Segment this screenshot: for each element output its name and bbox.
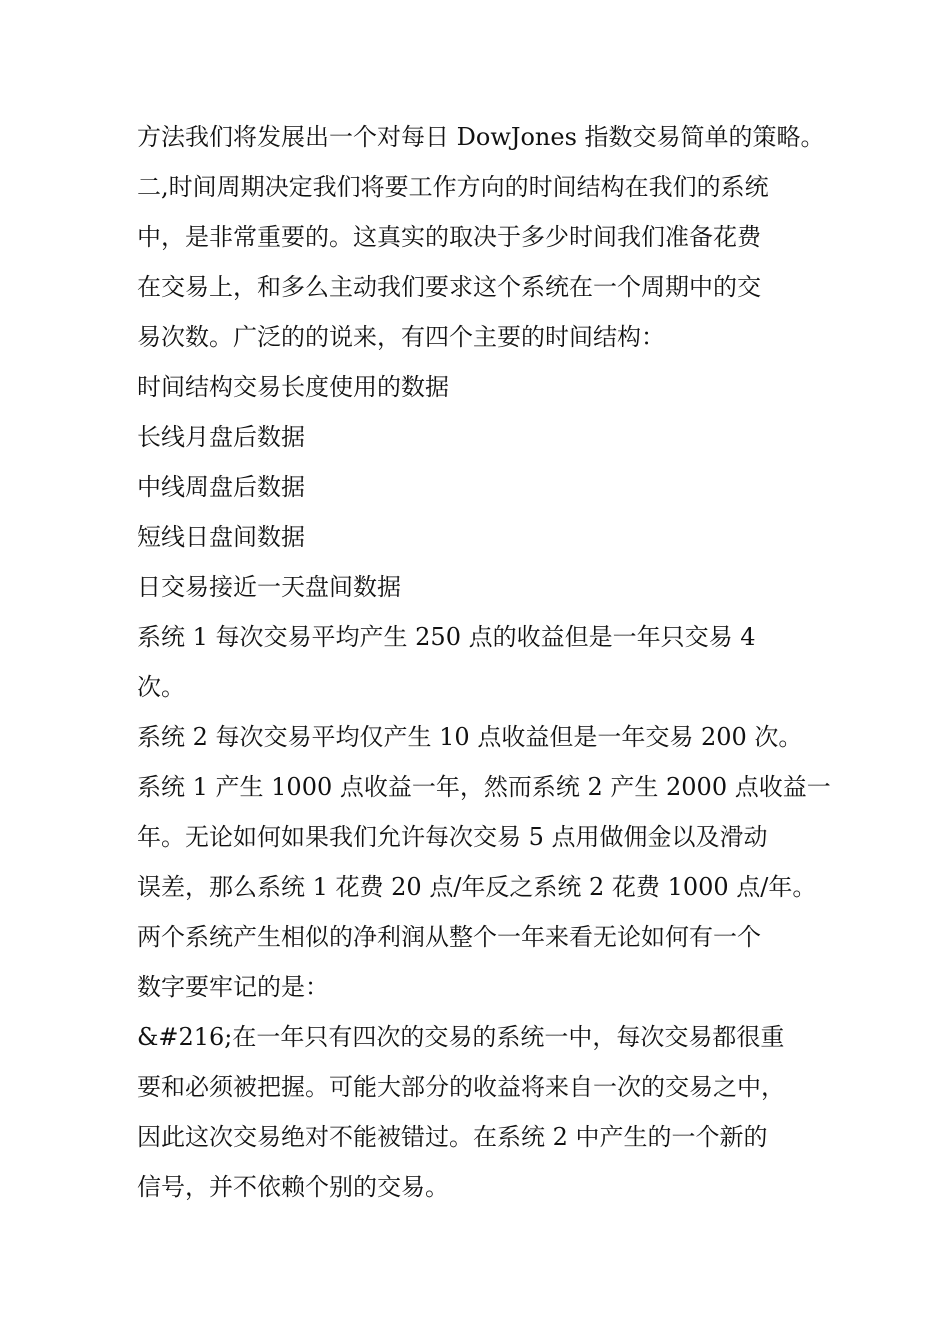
- text-line: 短线日盘间数据: [137, 523, 305, 551]
- text-line: 因此这次交易绝对不能被错过。在系统 2 中产生的一个新的: [137, 1123, 768, 1151]
- text-line: 方法我们将发展出一个对每日 DowJones 指数交易简单的策略。: [137, 123, 825, 151]
- text-line: 系统 1 每次交易平均产生 250 点的收益但是一年只交易 4: [137, 623, 756, 651]
- text-line: 易次数。广泛的的说来，有四个主要的时间结构：: [137, 323, 665, 351]
- document-body: [137, 112, 837, 1212]
- text-line: 时间结构交易长度使用的数据: [137, 373, 449, 401]
- text-line: 年。无论如何如果我们允许每次交易 5 点用做佣金以及滑动: [137, 823, 768, 851]
- text-line: 次。: [137, 673, 185, 701]
- text-line: 要和必须被把握。可能大部分的收益将来自一次的交易之中，: [137, 1073, 785, 1101]
- text-line: 系统 2 每次交易平均仅产生 10 点收益但是一年交易 200 次。: [137, 723, 803, 751]
- text-line: 二,时间周期决定我们将要工作方向的时间结构在我们的系统: [137, 173, 769, 201]
- text-line: 两个系统产生相似的净利润从整个一年来看无论如何有一个: [137, 923, 761, 951]
- text-line: 日交易接近一天盘间数据: [137, 573, 401, 601]
- text-line: 数字要牢记的是：: [137, 973, 329, 1001]
- text-line: 长线月盘后数据: [137, 423, 305, 451]
- text-line: 误差，那么系统 1 花费 20 点/年反之系统 2 花费 1000 点/年。: [137, 873, 817, 901]
- text-line: &#216;在一年只有四次的交易的系统一中，每次交易都很重: [137, 1023, 785, 1051]
- text-line: 中，是非常重要的。这真实的取决于多少时间我们准备花费: [137, 223, 761, 251]
- text-line: 系统 1 产生 1000 点收益一年，然而系统 2 产生 2000 点收益一: [137, 773, 831, 801]
- text-line: 中线周盘后数据: [137, 473, 305, 501]
- text-line: 在交易上，和多么主动我们要求这个系统在一个周期中的交: [137, 273, 761, 301]
- text-line: 信号，并不依赖个别的交易。: [137, 1173, 449, 1201]
